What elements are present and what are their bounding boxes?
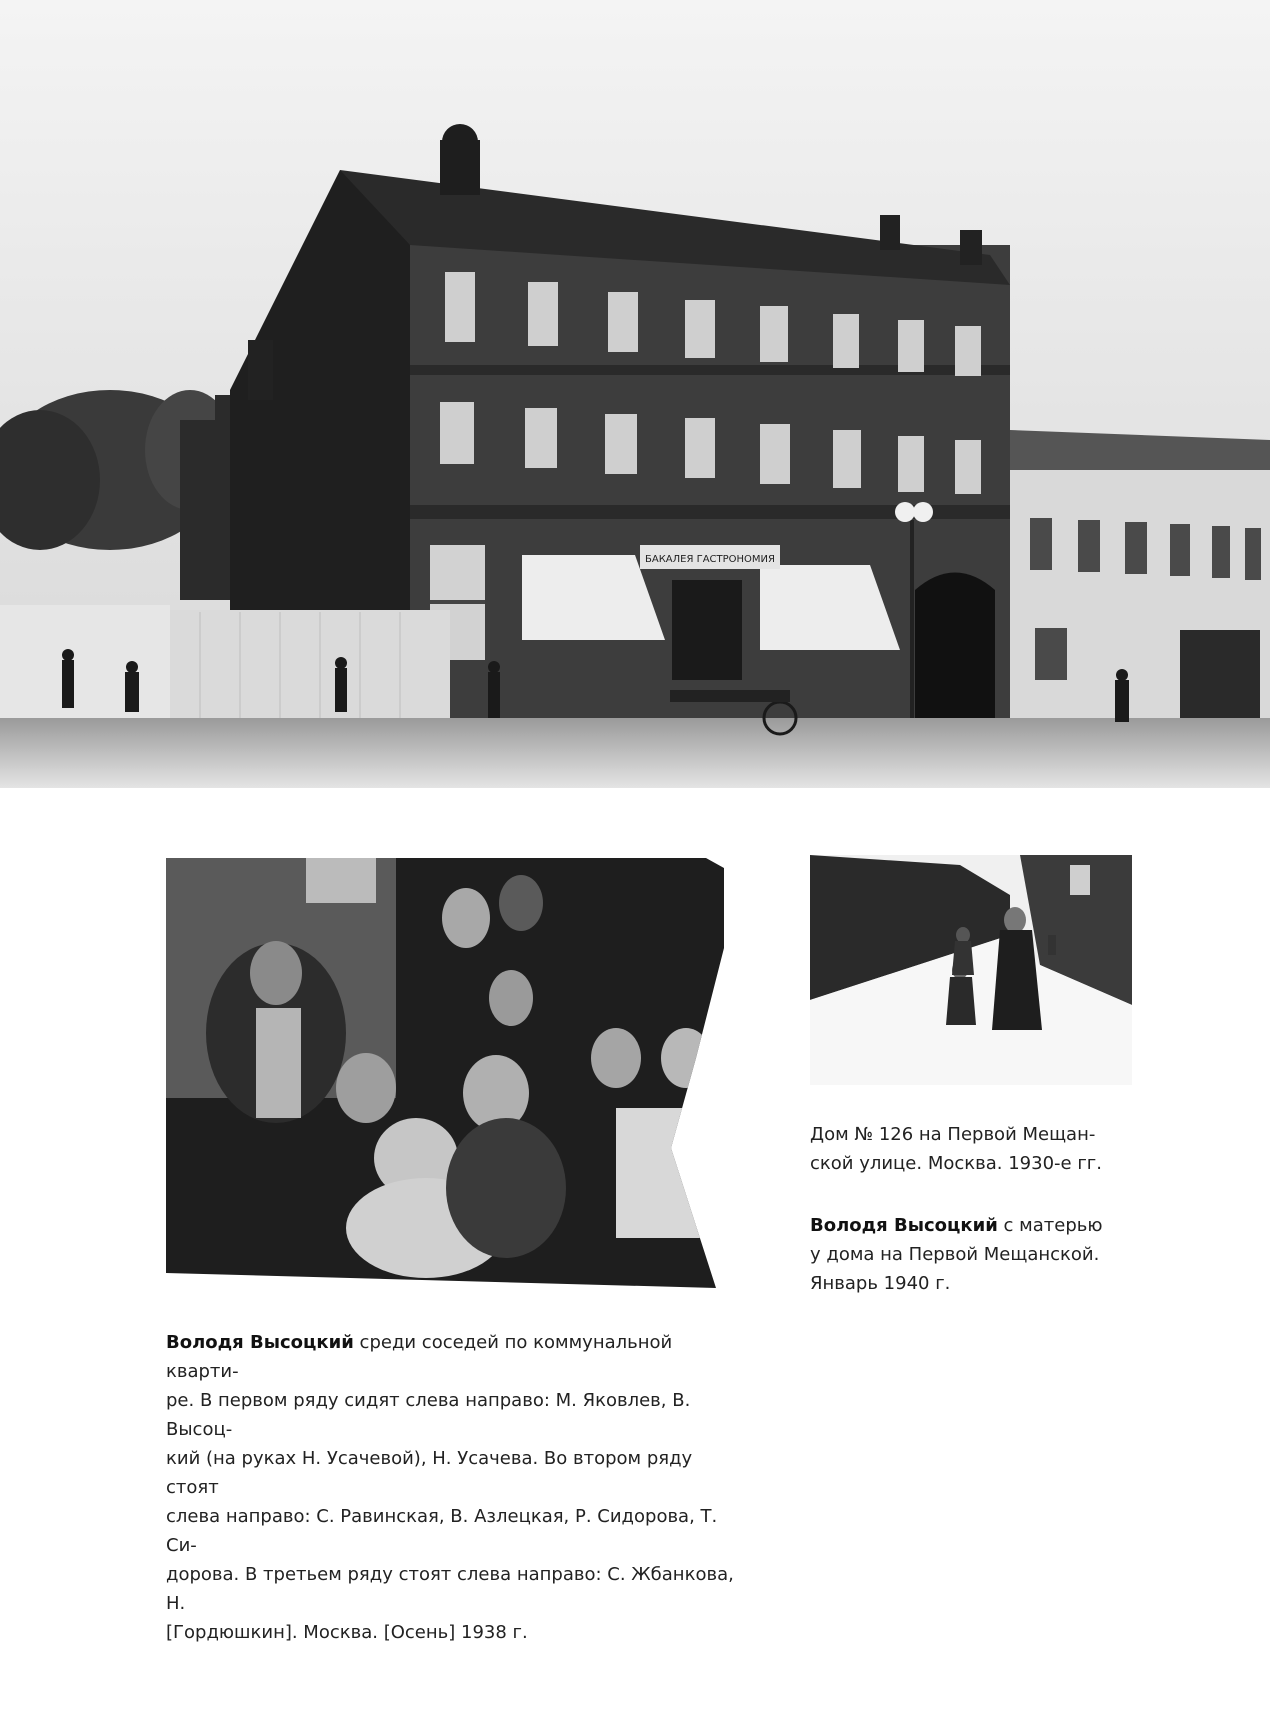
caption-person-name: Володя Высоцкий [810,1215,998,1236]
caption-neighbors-line: дорова. В третьем ряду стоят слева направо: С. Жбанкова, Н. [166,1564,734,1614]
caption-mother [810,1211,1230,1298]
caption-text: с матерью [997,1215,1103,1236]
caption-neighbors-line: ре. В первом ряду сидят слева направо: М. Яковлев, В. Высоц- [166,1390,691,1440]
neighbors-photo [166,858,724,1290]
winter-photo [810,855,1132,1085]
caption-mother-line [810,1211,1230,1240]
caption-neighbors-line: кий (на руках Н. Усачевой), Н. Усачева. Во втором ряду стоят [166,1448,693,1498]
caption-mother-line: Январь 1940 г. [810,1273,951,1294]
caption-person-name: Володя Высоцкий [166,1332,354,1353]
shop-sign-text: БАКАЛЕЯ ГАСТРОНОМИЯ [645,554,775,565]
caption-building-line: ской улице. Москва. 1930-е гг. [810,1153,1102,1174]
caption-building-line: Дом № 126 на Первой Мещан- [810,1124,1096,1145]
building-photo [0,0,1270,788]
caption-text: среди соседей по коммунальной кварти- [166,1332,673,1382]
caption-neighbors-line [166,1328,746,1386]
caption-neighbors-line: [Гордюшкин]. Москва. [Осень] 1938 г. [166,1622,528,1643]
caption-building [810,1120,1230,1178]
caption-neighbors-line: слева направо: С. Равинская, В. Азлецкая, Р. Сидорова, Т. Си- [166,1506,718,1556]
caption-mother-line: у дома на Первой Мещанской. [810,1244,1100,1265]
caption-neighbors [166,1328,746,1647]
